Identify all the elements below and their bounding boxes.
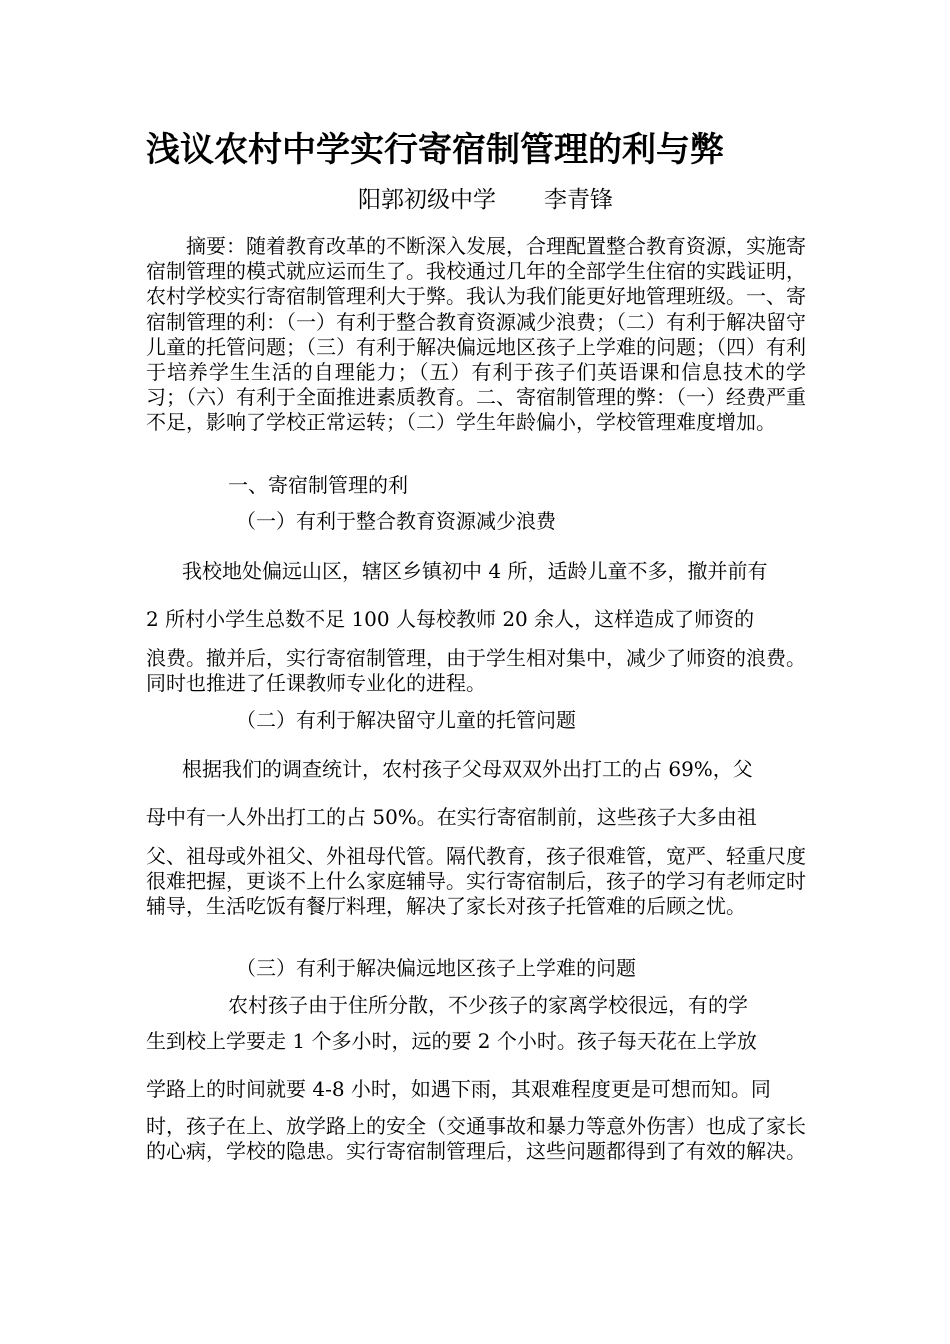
- subsection-heading-1: （一）有利于整合教育资源减少浪费: [236, 509, 556, 533]
- paragraph-line: 我校地处偏远山区，辖区乡镇初中 4 所，适龄儿童不多，撤并前有: [182, 559, 768, 583]
- paragraph-line: 根据我们的调查统计，农村孩子父母双双外出打工的占 69%，父: [182, 757, 753, 781]
- subsection-heading-2: （二）有利于解决留守儿童的托管问题: [236, 708, 576, 732]
- paragraph-line: 农村孩子由于住所分散，不少孩子的家离学校很远，有的学: [228, 993, 748, 1017]
- paragraph-line: 学路上的时间就要 4-8 小时，如遇下雨，其艰难程度更是可想而知。同: [146, 1077, 771, 1101]
- byline: [358, 185, 613, 215]
- paragraph-text: 时，孩子在上、放学路上的安全（交通事故和暴力等意外伤害）也成了家长的心病，学校的隐患。实行寄宿制管理后，这些问题都得到了有效的解决。: [146, 1114, 806, 1164]
- paragraph-line: 生到校上学要走 1 个多小时，远的要 2 个小时。孩子每天花在上学放: [146, 1029, 757, 1053]
- paragraph-text: 父、祖母或外祖父、外祖母代管。隔代教育，孩子很难管，宽严、轻重尺度很难把握，更谈不上什么家庭辅导。实行寄宿制后，孩子的学习有老师定时辅导，生活吃饭有餐厅料理，解决了家长对孩子托管难的后顾之忧。: [146, 844, 806, 919]
- paragraph-line: 2 所村小学生总数不足 100 人每校教师 20 余人，这样造成了师资的: [146, 607, 755, 631]
- paragraph-text: 浪费。撤并后，实行寄宿制管理，由于学生相对集中，减少了师资的浪费。同时也推进了任课教师专业化的进程。: [146, 646, 806, 696]
- author-name: 李青锋: [544, 187, 613, 213]
- section-heading-1: 一、寄宿制管理的利: [228, 473, 408, 497]
- document-title: 浅议农村中学实行寄宿制管理的利与弊: [146, 130, 724, 170]
- subsection-heading-3: （三）有利于解决偏远地区孩子上学难的问题: [236, 956, 636, 980]
- school-name: 阳郭初级中学: [358, 187, 496, 213]
- abstract-paragraph: 摘要：随着教育改革的不断深入发展，合理配置整合教育资源，实施寄宿制管理的模式就应运而生了。我校通过几年的全部学生住宿的实践证明，农村学校实行寄宿制管理利大于弊。我认为我们能更好地管理班级。一、寄宿制管理的利：（一）有利于整合教育资源减少浪费；（二）有利于解决留守儿童的托管问题；（三）有利于解决偏远地区孩子上学难的问题；（四）有利于培养学生生活的自理能力；（五）有利于孩子们英语课和信息技术的学习；（六）有利于全面推进素质教育。二、寄宿制管理的弊：（一）经费严重不足，影响了学校正常运转；（二）学生年龄偏小，学校管理难度增加。: [146, 234, 806, 435]
- paragraph-line: 母中有一人外出打工的占 50%。在实行寄宿制前，这些孩子大多由祖: [146, 805, 757, 829]
